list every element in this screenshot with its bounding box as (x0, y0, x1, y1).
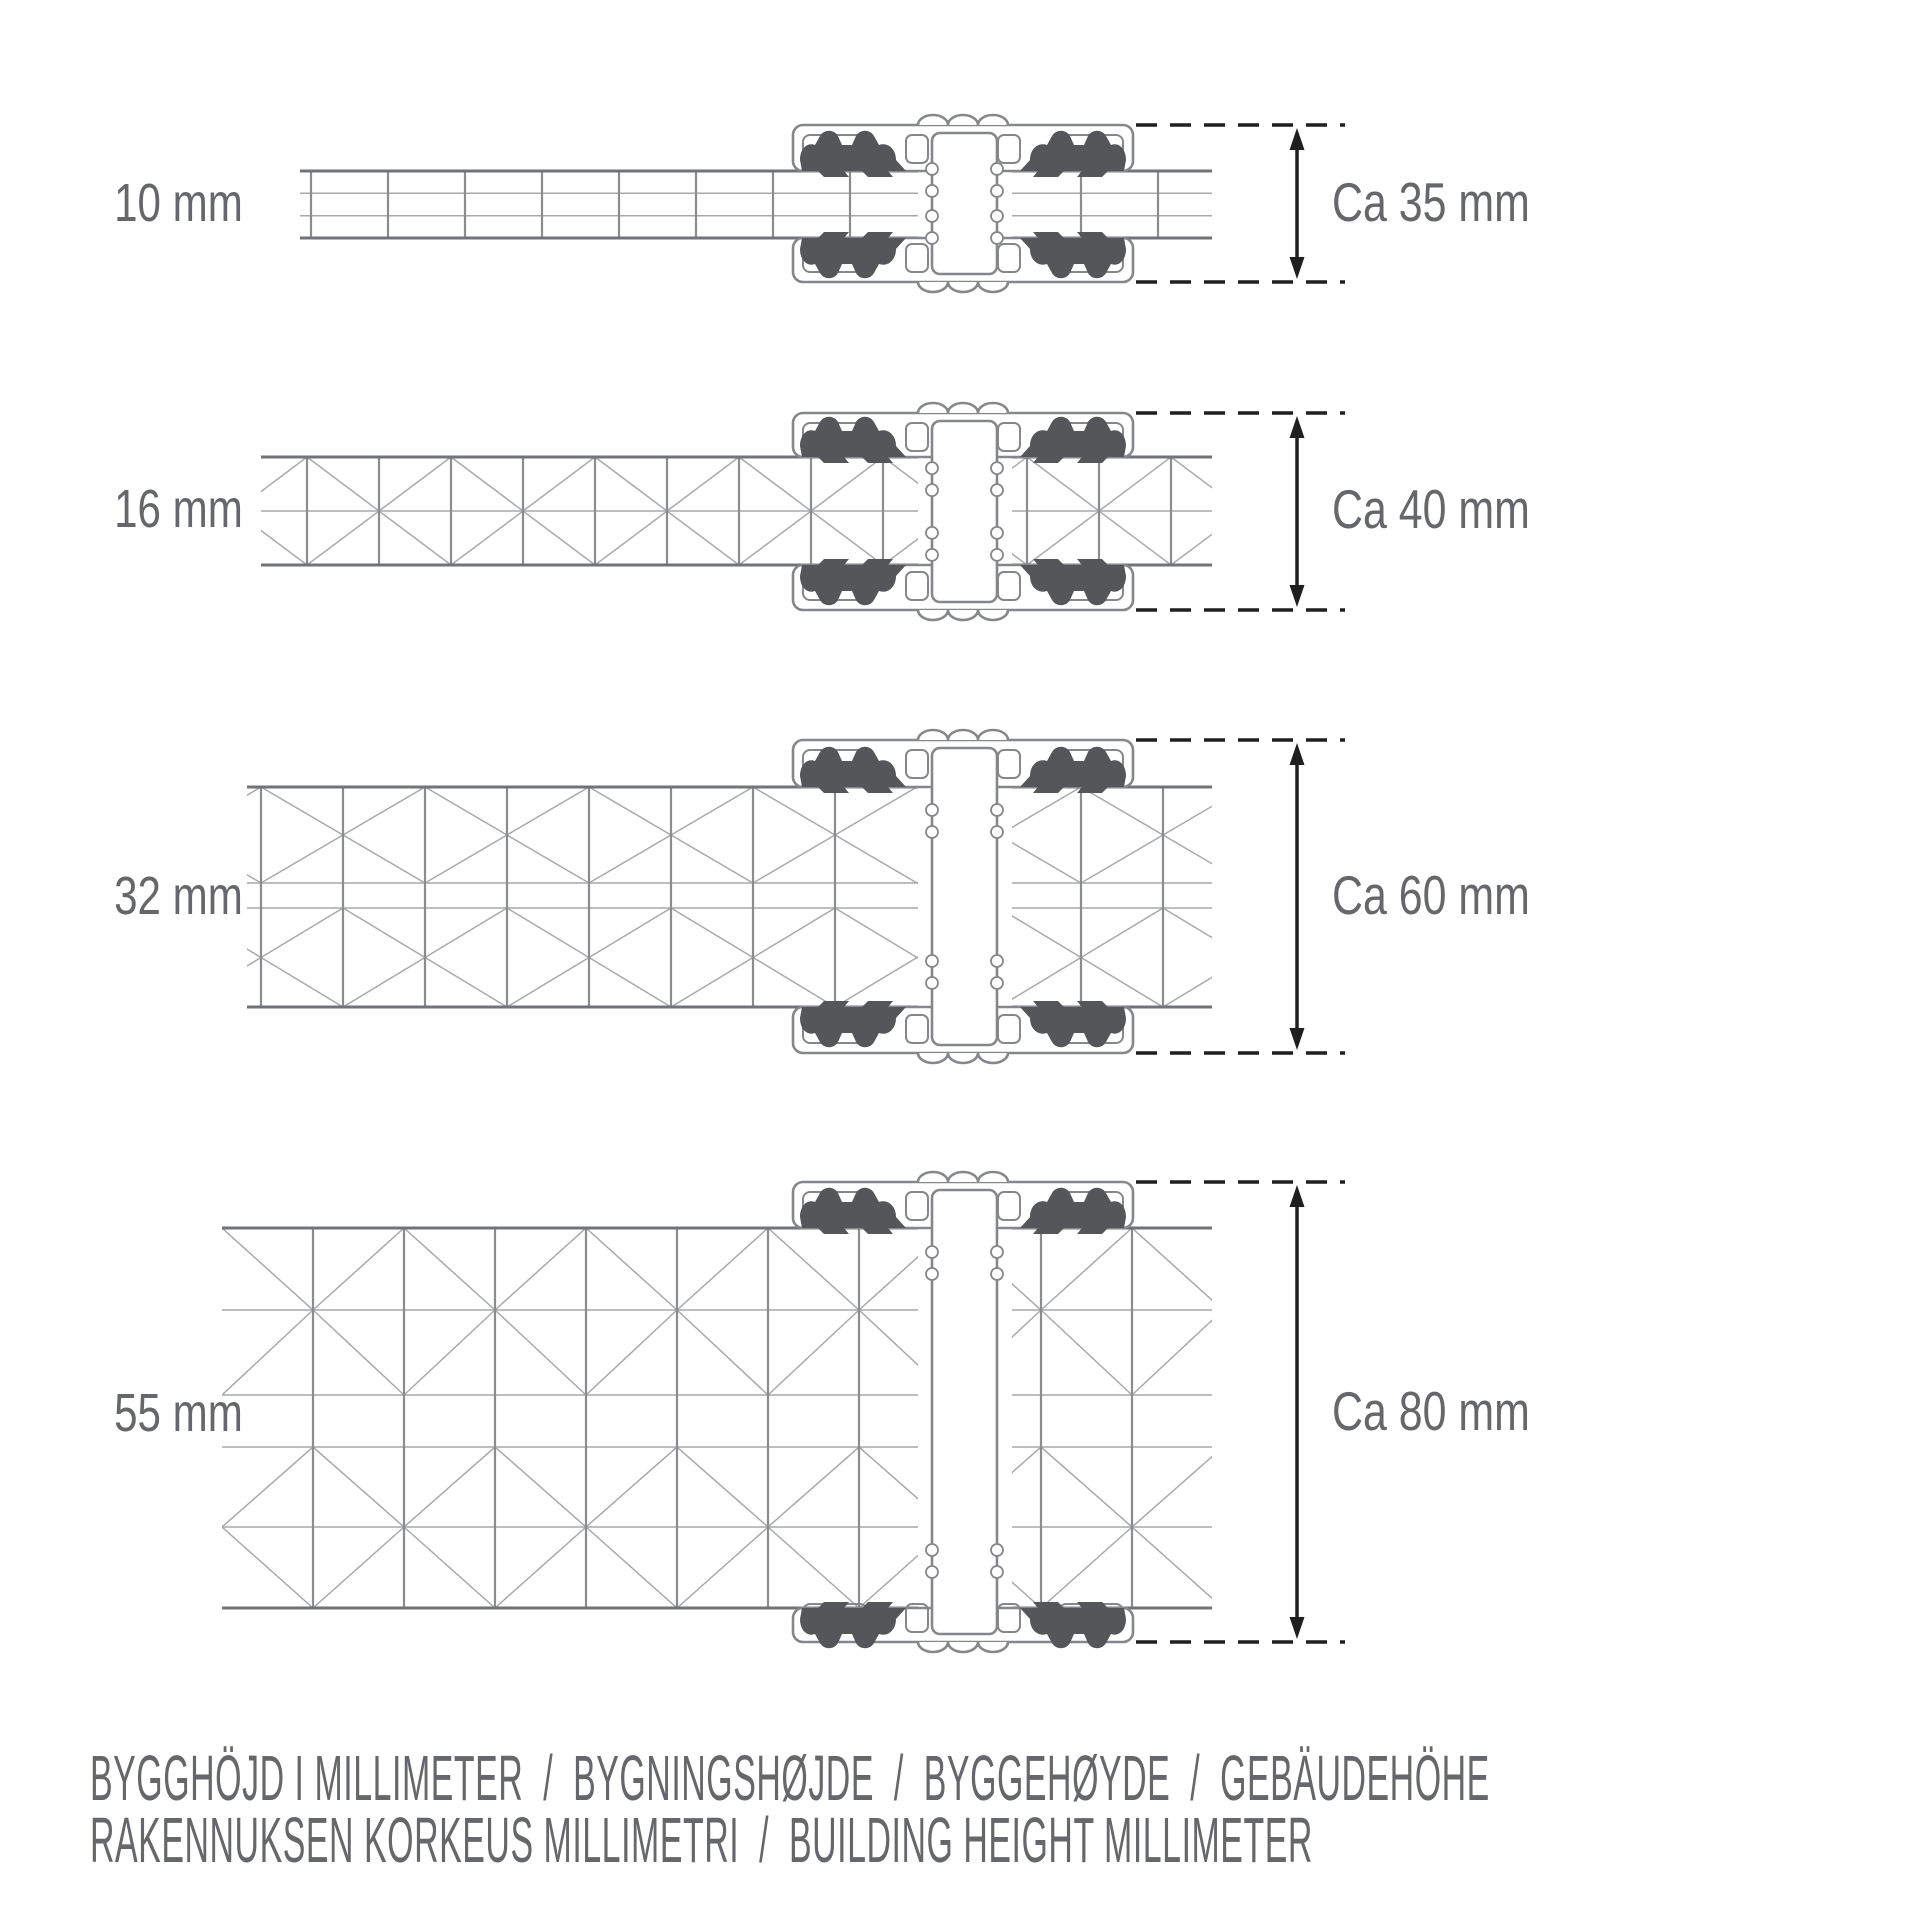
spacer-notch (926, 232, 938, 244)
spacer-notch (926, 826, 938, 838)
spacer-notch (991, 804, 1003, 816)
spacer-notch (991, 1566, 1003, 1578)
spacer-notch (991, 1544, 1003, 1556)
spacer-notch (991, 232, 1003, 244)
spacer-notch (926, 210, 938, 222)
cap-grip-waves (918, 730, 1008, 740)
spacer-notch (991, 462, 1003, 474)
cap-grip-waves (918, 1172, 1008, 1182)
spacer-notch (991, 1246, 1003, 1258)
profile-center-spacer (932, 748, 997, 1045)
spacer-notch (926, 484, 938, 496)
panel-thickness-label-row1: 10 mm (114, 173, 243, 234)
cap-grip-waves (918, 1642, 1008, 1652)
spacer-notch (991, 549, 1003, 561)
spacer-notch (926, 1544, 938, 1556)
panel-thickness-label-row3: 32 mm (114, 866, 243, 927)
profile-center-spacer (932, 421, 997, 602)
panel-thickness-label-row4: 55 mm (114, 1383, 243, 1444)
spacer-notch (991, 185, 1003, 197)
build-height-label-row3: Ca 60 mm (1332, 864, 1530, 927)
spacer-notch (991, 826, 1003, 838)
spacer-notch (926, 527, 938, 539)
spacer-notch (926, 1566, 938, 1578)
panel-thickness-label-row2: 16 mm (114, 479, 243, 540)
footer-caption-line2: RAKENNUKSEN KORKEUS MILLIMETRI / BUILDING HEIGHT MILLIMETER (90, 1804, 1313, 1876)
build-height-label-row2: Ca 40 mm (1332, 478, 1530, 541)
cap-grip-waves (918, 282, 1008, 292)
build-height-label-row4: Ca 80 mm (1332, 1380, 1530, 1443)
spacer-notch (926, 462, 938, 474)
spacer-notch (926, 163, 938, 175)
build-height-label-row1: Ca 35 mm (1332, 171, 1530, 234)
spacer-notch (991, 977, 1003, 989)
cap-grip-waves (918, 403, 1008, 413)
profile-center-spacer (932, 1190, 997, 1634)
spacer-notch (926, 1246, 938, 1258)
spacer-notch (991, 210, 1003, 222)
profile-center-spacer (932, 133, 997, 274)
spacer-notch (991, 163, 1003, 175)
footer-caption-line1: BYGGHÖJD I MILLIMETER / BYGNINGSHØJDE / BYGGEHØYDE / GEBÄUDEHÖHE (90, 1742, 1490, 1814)
spacer-notch (926, 804, 938, 816)
spacer-notch (991, 1268, 1003, 1280)
spacer-notch (926, 977, 938, 989)
cap-grip-waves (918, 610, 1008, 620)
spacer-notch (991, 484, 1003, 496)
cap-grip-waves (918, 1053, 1008, 1063)
spacer-notch (926, 549, 938, 561)
spacer-notch (926, 955, 938, 967)
cap-grip-waves (918, 115, 1008, 125)
spacer-notch (991, 527, 1003, 539)
spacer-notch (926, 1268, 938, 1280)
spacer-notch (926, 185, 938, 197)
spacer-notch (991, 955, 1003, 967)
